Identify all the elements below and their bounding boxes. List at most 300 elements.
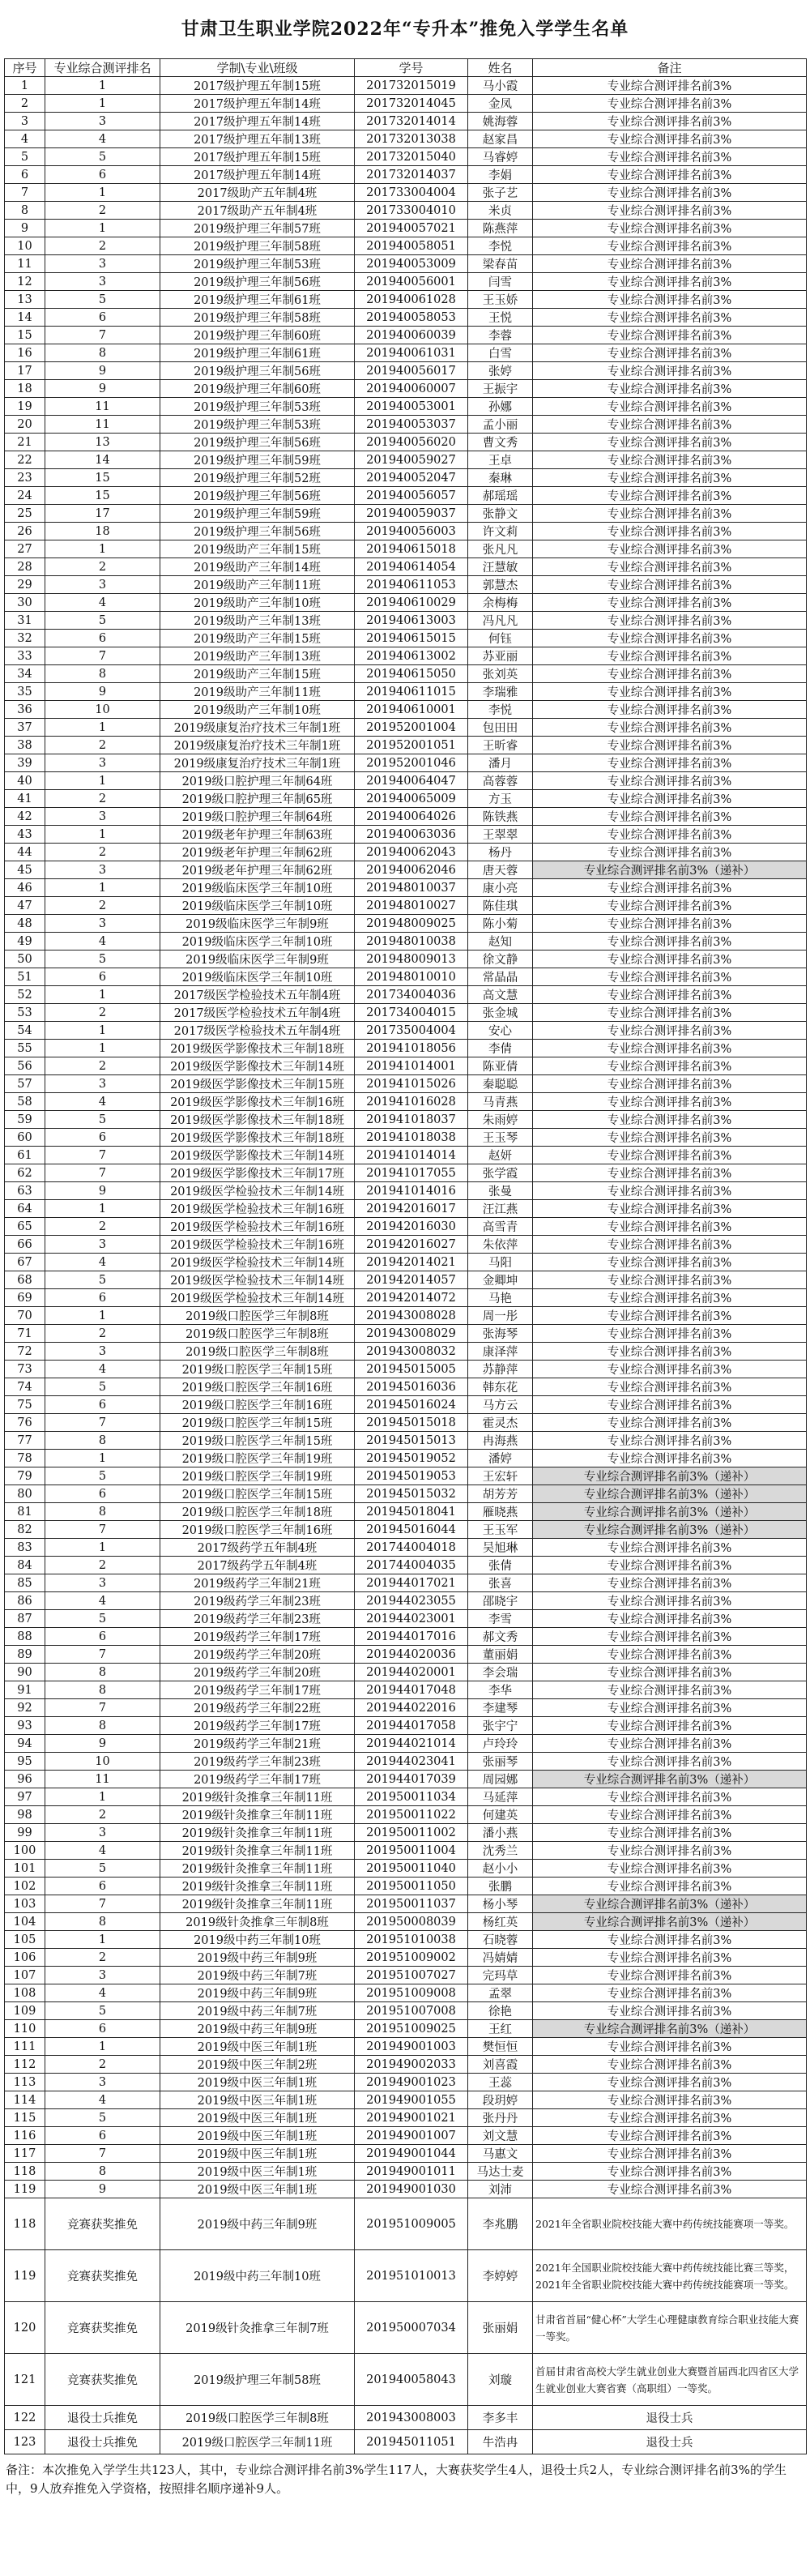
table-row xyxy=(5,1467,807,1485)
cell-remark: 专业综合测评排名前3% xyxy=(533,1717,807,1735)
cell-class: 2019级药学三年制21班 xyxy=(160,1735,355,1753)
header-class: 学制\专业\班级 xyxy=(160,59,355,77)
cell-class: 2017级助产五年制4班 xyxy=(160,184,355,202)
cell-remark: 专业综合测评排名前3% xyxy=(533,202,807,220)
header-student-id: 学号 xyxy=(355,59,468,77)
cell-name: 潘小燕 xyxy=(468,1824,533,1842)
cell-student-id: 201945016036 xyxy=(355,1378,468,1396)
cell-student-id: 201952001051 xyxy=(355,737,468,754)
cell-serial: 68 xyxy=(5,1271,45,1289)
cell-name: 高雪青 xyxy=(468,1218,533,1236)
cell-remark: 专业综合测评排名前3% xyxy=(533,1735,807,1753)
cell-name: 张宇宁 xyxy=(468,1717,533,1735)
cell-name: 王振宇 xyxy=(468,380,533,398)
cell-serial: 88 xyxy=(5,1628,45,1646)
cell-student-id: 201949001044 xyxy=(355,2145,468,2163)
student-list-table xyxy=(4,58,807,2454)
cell-name: 李多丰 xyxy=(468,2406,533,2430)
cell-student-id: 201952001046 xyxy=(355,754,468,772)
table-row xyxy=(5,2056,807,2074)
cell-rank: 6 xyxy=(45,2127,160,2145)
cell-name: 张丽琴 xyxy=(468,1753,533,1771)
cell-serial: 89 xyxy=(5,1646,45,1664)
cell-rank: 1 xyxy=(45,1788,160,1806)
cell-serial: 52 xyxy=(5,986,45,1004)
cell-remark: 专业综合测评排名前3% xyxy=(533,1664,807,1681)
cell-student-id: 201940059037 xyxy=(355,505,468,523)
cell-class: 2019级药学三年制23班 xyxy=(160,1592,355,1610)
cell-name: 完玛草 xyxy=(468,1967,533,1984)
cell-serial: 29 xyxy=(5,576,45,594)
cell-student-id: 201945015032 xyxy=(355,1485,468,1503)
cell-serial: 112 xyxy=(5,2056,45,2074)
cell-rank: 2 xyxy=(45,897,160,915)
cell-rank: 6 xyxy=(45,2020,160,2038)
cell-student-id: 201732014014 xyxy=(355,113,468,130)
cell-serial: 67 xyxy=(5,1254,45,1271)
cell-serial: 41 xyxy=(5,790,45,808)
cell-remark: 专业综合测评排名前3%（递补） xyxy=(533,1895,807,1913)
table-row xyxy=(5,2163,807,2181)
cell-rank: 1 xyxy=(45,1931,160,1949)
cell-class: 2019级护理三年制58班 xyxy=(160,237,355,255)
cell-remark: 专业综合测评排名前3% xyxy=(533,683,807,701)
cell-remark: 专业综合测评排名前3% xyxy=(533,434,807,451)
cell-rank: 5 xyxy=(45,1271,160,1289)
cell-name: 董丽娟 xyxy=(468,1646,533,1664)
cell-class: 2019级护理三年制57班 xyxy=(160,220,355,237)
cell-remark: 首届甘肃省高校大学生就业创业大赛暨首届西北四省区大学生就业创业大赛省赛（高职组）一等奖。 xyxy=(533,2354,807,2406)
cell-name: 刘璇 xyxy=(468,2354,533,2406)
table-row xyxy=(5,1895,807,1913)
cell-rank: 6 xyxy=(45,1878,160,1895)
table-row xyxy=(5,683,807,701)
cell-class: 2019级护理三年制61班 xyxy=(160,344,355,362)
cell-student-id: 201945011051 xyxy=(355,2430,468,2454)
cell-rank: 2 xyxy=(45,2056,160,2074)
cell-rank: 6 xyxy=(45,1485,160,1503)
table-row xyxy=(5,1343,807,1361)
cell-serial: 87 xyxy=(5,1610,45,1628)
cell-student-id: 201945016044 xyxy=(355,1521,468,1539)
cell-serial: 111 xyxy=(5,2038,45,2056)
cell-rank: 5 xyxy=(45,291,160,309)
cell-serial: 122 xyxy=(5,2406,45,2430)
cell-class: 2019级康复治疗技术三年制1班 xyxy=(160,737,355,754)
cell-remark: 甘肃省首届“健心杯”大学生心理健康教育综合职业技能大赛一等奖。 xyxy=(533,2302,807,2354)
table-row xyxy=(5,2127,807,2145)
cell-name: 王蕊 xyxy=(468,2074,533,2091)
cell-rank: 竞赛获奖推免 xyxy=(45,2302,160,2354)
cell-remark: 专业综合测评排名前3% xyxy=(533,362,807,380)
cell-serial: 22 xyxy=(5,451,45,469)
cell-rank: 5 xyxy=(45,951,160,968)
cell-serial: 118 xyxy=(5,2163,45,2181)
cell-rank: 2 xyxy=(45,1806,160,1824)
cell-student-id: 201940053037 xyxy=(355,416,468,434)
cell-name: 杨丹 xyxy=(468,844,533,861)
cell-serial: 86 xyxy=(5,1592,45,1610)
table-row xyxy=(5,1200,807,1218)
cell-student-id: 201942016017 xyxy=(355,1200,468,1218)
cell-remark: 专业综合测评排名前3% xyxy=(533,1432,807,1450)
cell-student-id: 201940058051 xyxy=(355,237,468,255)
cell-name: 张喜 xyxy=(468,1574,533,1592)
cell-student-id: 201949001023 xyxy=(355,2074,468,2091)
cell-name: 郭慧杰 xyxy=(468,576,533,594)
cell-class: 2019级中药三年制7班 xyxy=(160,1967,355,1984)
cell-remark: 专业综合测评排名前3% xyxy=(533,1182,807,1200)
cell-class: 2019级临床医学三年制10班 xyxy=(160,879,355,897)
cell-class: 2019级中医三年制1班 xyxy=(160,2145,355,2163)
cell-serial: 10 xyxy=(5,237,45,255)
table-row xyxy=(5,1450,807,1467)
table-row xyxy=(5,220,807,237)
cell-rank: 1 xyxy=(45,1539,160,1557)
cell-class: 2019级药学三年制23班 xyxy=(160,1753,355,1771)
cell-serial: 27 xyxy=(5,540,45,558)
cell-rank: 13 xyxy=(45,434,160,451)
cell-name: 牛浩冉 xyxy=(468,2430,533,2454)
cell-remark: 专业综合测评排名前3%（递补） xyxy=(533,861,807,879)
cell-class: 2017级护理五年制14班 xyxy=(160,113,355,130)
cell-rank: 5 xyxy=(45,1610,160,1628)
table-row xyxy=(5,2091,807,2109)
cell-remark: 专业综合测评排名前3% xyxy=(533,612,807,630)
cell-rank: 1 xyxy=(45,986,160,1004)
cell-serial: 110 xyxy=(5,2020,45,2038)
cell-student-id: 201950011037 xyxy=(355,1895,468,1913)
cell-remark: 专业综合测评排名前3% xyxy=(533,808,807,826)
cell-class: 2019级中医三年制1班 xyxy=(160,2074,355,2091)
table-row xyxy=(5,719,807,737)
cell-rank: 4 xyxy=(45,1984,160,2002)
cell-remark: 专业综合测评排名前3% xyxy=(533,1414,807,1432)
cell-student-id: 201944021014 xyxy=(355,1735,468,1753)
cell-name: 陈小菊 xyxy=(468,915,533,933)
cell-name: 卢玲玲 xyxy=(468,1735,533,1753)
cell-serial: 45 xyxy=(5,861,45,879)
table-row xyxy=(5,1396,807,1414)
cell-name: 许文莉 xyxy=(468,523,533,540)
cell-rank: 竞赛获奖推免 xyxy=(45,2198,160,2250)
cell-student-id: 201733004010 xyxy=(355,202,468,220)
cell-student-id: 201944023055 xyxy=(355,1592,468,1610)
cell-name: 孟小丽 xyxy=(468,416,533,434)
cell-serial: 26 xyxy=(5,523,45,540)
cell-serial: 35 xyxy=(5,683,45,701)
table-row xyxy=(5,1878,807,1895)
table-row xyxy=(5,505,807,523)
cell-rank: 8 xyxy=(45,1432,160,1450)
cell-name: 朱依萍 xyxy=(468,1236,533,1254)
cell-name: 杨小琴 xyxy=(468,1895,533,1913)
table-row xyxy=(5,1022,807,1040)
cell-student-id: 201945019053 xyxy=(355,1467,468,1485)
cell-name: 苏亚丽 xyxy=(468,647,533,665)
cell-student-id: 201945015018 xyxy=(355,1414,468,1432)
cell-serial: 9 xyxy=(5,220,45,237)
cell-remark: 专业综合测评排名前3% xyxy=(533,576,807,594)
table-row xyxy=(5,1057,807,1075)
cell-serial: 19 xyxy=(5,398,45,416)
cell-student-id: 201943008032 xyxy=(355,1343,468,1361)
cell-rank: 10 xyxy=(45,701,160,719)
cell-remark: 专业综合测评排名前3% xyxy=(533,1878,807,1895)
cell-class: 2019级助产三年制14班 xyxy=(160,558,355,576)
cell-student-id: 201945018041 xyxy=(355,1503,468,1521)
cell-name: 金卿坤 xyxy=(468,1271,533,1289)
table-row xyxy=(5,1931,807,1949)
cell-name: 何建英 xyxy=(468,1806,533,1824)
cell-remark: 专业综合测评排名前3% xyxy=(533,2181,807,2198)
cell-serial: 103 xyxy=(5,1895,45,1913)
cell-name: 张丹丹 xyxy=(468,2109,533,2127)
table-row xyxy=(5,113,807,130)
table-row xyxy=(5,2145,807,2163)
cell-rank: 5 xyxy=(45,1378,160,1396)
cell-serial: 117 xyxy=(5,2145,45,2163)
table-row xyxy=(5,1485,807,1503)
cell-rank: 2 xyxy=(45,1218,160,1236)
cell-name: 孙娜 xyxy=(468,398,533,416)
cell-student-id: 201944017058 xyxy=(355,1717,468,1735)
cell-rank: 2 xyxy=(45,1557,160,1574)
cell-serial: 96 xyxy=(5,1771,45,1788)
cell-serial: 63 xyxy=(5,1182,45,1200)
cell-class: 2019级口腔医学三年制19班 xyxy=(160,1450,355,1467)
cell-student-id: 201944020001 xyxy=(355,1664,468,1681)
cell-rank: 7 xyxy=(45,1147,160,1164)
table-row xyxy=(5,879,807,897)
cell-rank: 8 xyxy=(45,1503,160,1521)
cell-remark: 专业综合测评排名前3% xyxy=(533,1681,807,1699)
cell-name: 金凤 xyxy=(468,95,533,113)
cell-name: 沈秀兰 xyxy=(468,1842,533,1860)
cell-name: 李兆鹏 xyxy=(468,2198,533,2250)
cell-serial: 74 xyxy=(5,1378,45,1396)
cell-serial: 30 xyxy=(5,594,45,612)
cell-class: 2019级护理三年制53班 xyxy=(160,398,355,416)
cell-rank: 5 xyxy=(45,2109,160,2127)
table-row xyxy=(5,1414,807,1432)
cell-name: 闫雪 xyxy=(468,273,533,291)
cell-rank: 3 xyxy=(45,1075,160,1093)
cell-remark: 专业综合测评排名前3% xyxy=(533,1931,807,1949)
cell-class: 2019级医学影像技术三年制15班 xyxy=(160,1075,355,1093)
table-row xyxy=(5,1984,807,2002)
cell-serial: 83 xyxy=(5,1539,45,1557)
table-row xyxy=(5,1093,807,1111)
cell-serial: 61 xyxy=(5,1147,45,1164)
cell-student-id: 201940060007 xyxy=(355,380,468,398)
cell-remark: 专业综合测评排名前3% xyxy=(533,558,807,576)
cell-serial: 33 xyxy=(5,647,45,665)
cell-rank: 18 xyxy=(45,523,160,540)
cell-student-id: 201944020036 xyxy=(355,1646,468,1664)
table-row xyxy=(5,1681,807,1699)
cell-name: 王悦 xyxy=(468,309,533,327)
cell-remark: 专业综合测评排名前3% xyxy=(533,2074,807,2091)
cell-name: 汪慧敏 xyxy=(468,558,533,576)
cell-name: 梁春苗 xyxy=(468,255,533,273)
cell-student-id: 201951010038 xyxy=(355,1931,468,1949)
cell-serial: 46 xyxy=(5,879,45,897)
cell-class: 2019级中药三年制9班 xyxy=(160,1984,355,2002)
cell-class: 2019级中药三年制10班 xyxy=(160,2250,355,2302)
cell-student-id: 201951009002 xyxy=(355,1949,468,1967)
cell-serial: 85 xyxy=(5,1574,45,1592)
cell-rank: 5 xyxy=(45,1860,160,1878)
cell-class: 2017级医学检验技术五年制4班 xyxy=(160,1022,355,1040)
cell-remark: 专业综合测评排名前3%（递补） xyxy=(533,1467,807,1485)
cell-rank: 3 xyxy=(45,1824,160,1842)
cell-rank: 退役士兵推免 xyxy=(45,2406,160,2430)
cell-class: 2019级护理三年制53班 xyxy=(160,255,355,273)
cell-student-id: 201940615050 xyxy=(355,665,468,683)
cell-class: 2019级护理三年制58班 xyxy=(160,309,355,327)
cell-student-id: 201940056020 xyxy=(355,434,468,451)
cell-student-id: 201942014072 xyxy=(355,1289,468,1307)
cell-student-id: 201940064026 xyxy=(355,808,468,826)
cell-student-id: 201735004004 xyxy=(355,1022,468,1040)
table-row xyxy=(5,2002,807,2020)
table-row xyxy=(5,77,807,95)
table-row xyxy=(5,327,807,344)
cell-name: 霍灵杰 xyxy=(468,1414,533,1432)
cell-rank: 7 xyxy=(45,1521,160,1539)
cell-remark: 专业综合测评排名前3% xyxy=(533,1824,807,1842)
cell-class: 2019级针灸推拿三年制11班 xyxy=(160,1842,355,1860)
cell-rank: 1 xyxy=(45,2038,160,2056)
cell-class: 2019级医学影像技术三年制18班 xyxy=(160,1111,355,1129)
cell-name: 何钰 xyxy=(468,630,533,647)
cell-student-id: 201951007027 xyxy=(355,1967,468,1984)
cell-rank: 3 xyxy=(45,113,160,130)
cell-class: 2019级康复治疗技术三年制1班 xyxy=(160,719,355,737)
cell-serial: 95 xyxy=(5,1753,45,1771)
cell-serial: 106 xyxy=(5,1949,45,1967)
table-row xyxy=(5,951,807,968)
cell-student-id: 201942016030 xyxy=(355,1218,468,1236)
cell-remark: 专业综合测评排名前3% xyxy=(533,1343,807,1361)
cell-serial: 70 xyxy=(5,1307,45,1325)
cell-remark: 专业综合测评排名前3% xyxy=(533,505,807,523)
cell-student-id: 201949001021 xyxy=(355,2109,468,2127)
cell-name: 郝瑶瑶 xyxy=(468,487,533,505)
cell-class: 2019级医学检验技术三年制14班 xyxy=(160,1289,355,1307)
cell-class: 2019级针灸推拿三年制11班 xyxy=(160,1806,355,1824)
cell-rank: 14 xyxy=(45,451,160,469)
cell-student-id: 201945019052 xyxy=(355,1450,468,1467)
cell-student-id: 201734004036 xyxy=(355,986,468,1004)
cell-rank: 7 xyxy=(45,1895,160,1913)
table-row xyxy=(5,451,807,469)
table-row xyxy=(5,1182,807,1200)
cell-name: 张静文 xyxy=(468,505,533,523)
cell-name: 姚海蓉 xyxy=(468,113,533,130)
cell-remark: 专业综合测评排名前3% xyxy=(533,291,807,309)
cell-remark: 专业综合测评排名前3% xyxy=(533,897,807,915)
cell-class: 2019级药学三年制17班 xyxy=(160,1628,355,1646)
cell-student-id: 201940058043 xyxy=(355,2354,468,2406)
cell-name: 段玥婷 xyxy=(468,2091,533,2109)
cell-class: 2019级护理三年制59班 xyxy=(160,451,355,469)
header-serial: 序号 xyxy=(5,59,45,77)
cell-student-id: 201950011050 xyxy=(355,1878,468,1895)
cell-rank: 4 xyxy=(45,130,160,148)
cell-rank: 4 xyxy=(45,1361,160,1378)
cell-name: 冉海燕 xyxy=(468,1432,533,1450)
table-row xyxy=(5,184,807,202)
cell-student-id: 201733004004 xyxy=(355,184,468,202)
cell-serial: 8 xyxy=(5,202,45,220)
cell-class: 2019级老年护理三年制63班 xyxy=(160,826,355,844)
cell-rank: 9 xyxy=(45,362,160,380)
cell-serial: 7 xyxy=(5,184,45,202)
cell-remark: 专业综合测评排名前3% xyxy=(533,220,807,237)
table-row xyxy=(5,1147,807,1164)
cell-class: 2019级药学三年制20班 xyxy=(160,1664,355,1681)
cell-remark: 专业综合测评排名前3% xyxy=(533,879,807,897)
cell-name: 唐天蓉 xyxy=(468,861,533,879)
cell-class: 2019级口腔护理三年制65班 xyxy=(160,790,355,808)
cell-remark: 专业综合测评排名前3% xyxy=(533,487,807,505)
cell-rank: 17 xyxy=(45,505,160,523)
cell-remark: 专业综合测评排名前3% xyxy=(533,1147,807,1164)
cell-class: 2019级口腔医学三年制8班 xyxy=(160,1343,355,1361)
cell-remark: 专业综合测评排名前3% xyxy=(533,469,807,487)
cell-class: 2019级针灸推拿三年制7班 xyxy=(160,2302,355,2354)
cell-rank: 2 xyxy=(45,1949,160,1967)
cell-class: 2019级助产三年制11班 xyxy=(160,683,355,701)
cell-serial: 16 xyxy=(5,344,45,362)
cell-remark: 专业综合测评排名前3% xyxy=(533,1539,807,1557)
cell-serial: 91 xyxy=(5,1681,45,1699)
table-row xyxy=(5,1075,807,1093)
cell-remark: 专业综合测评排名前3% xyxy=(533,2127,807,2145)
cell-class: 2019级药学三年制21班 xyxy=(160,1574,355,1592)
cell-rank: 5 xyxy=(45,148,160,166)
cell-serial: 11 xyxy=(5,255,45,273)
cell-class: 2019级护理三年制59班 xyxy=(160,505,355,523)
cell-class: 2019级中医三年制1班 xyxy=(160,2163,355,2181)
table-row xyxy=(5,933,807,951)
cell-name: 王玉军 xyxy=(468,1521,533,1539)
cell-rank: 8 xyxy=(45,665,160,683)
cell-class: 2017级医学检验技术五年制4班 xyxy=(160,1004,355,1022)
cell-name: 陈铁燕 xyxy=(468,808,533,826)
cell-serial: 39 xyxy=(5,754,45,772)
cell-name: 吴旭琳 xyxy=(468,1539,533,1557)
cell-remark: 专业综合测评排名前3% xyxy=(533,2163,807,2181)
cell-name: 王玉琴 xyxy=(468,1129,533,1147)
cell-student-id: 201949001011 xyxy=(355,2163,468,2181)
cell-name: 安心 xyxy=(468,1022,533,1040)
cell-class: 2019级口腔医学三年制16班 xyxy=(160,1521,355,1539)
cell-class: 2019级中医三年制1班 xyxy=(160,2109,355,2127)
cell-serial: 58 xyxy=(5,1093,45,1111)
cell-name: 李会瑞 xyxy=(468,1664,533,1681)
cell-rank: 3 xyxy=(45,1574,160,1592)
cell-student-id: 201950011034 xyxy=(355,1788,468,1806)
table-row xyxy=(5,1592,807,1610)
table-row xyxy=(5,1557,807,1574)
cell-remark: 专业综合测评排名前3% xyxy=(533,451,807,469)
cell-rank: 5 xyxy=(45,1467,160,1485)
cell-class: 2019级助产三年制15班 xyxy=(160,630,355,647)
cell-remark: 专业综合测评排名前3% xyxy=(533,1949,807,1967)
